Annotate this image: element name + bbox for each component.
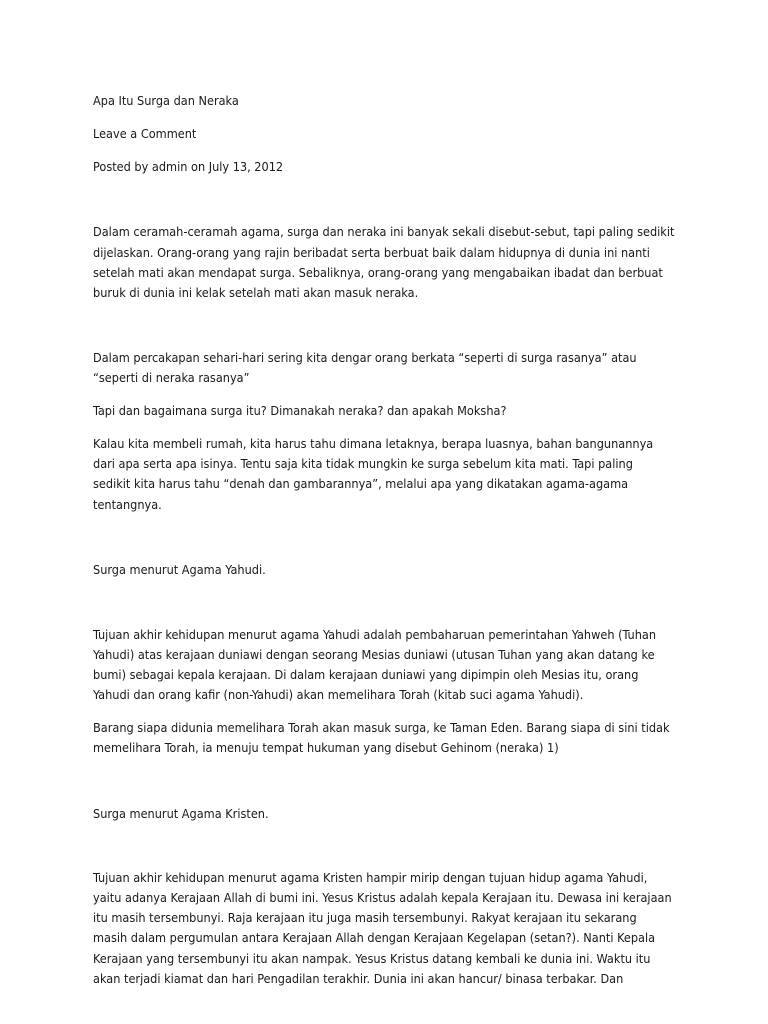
section-heading-yahudi: Surga menurut Agama Yahudi. [93,562,266,577]
text-line: yaitu adanya Kerajaan Allah di bumi ini. Yesus Kristus adalah kepala Kerajaan itu. Dewasa ini kerajaan [93,890,672,905]
text-line: dijelaskan. Orang-orang yang rajin beribadat serta berbuat baik dalam hidupnya di dunia ini nanti [93,245,650,260]
text-line: akan terjadi kiamat dan hari Pengadilan terakhir. Dunia ini akan hancur/ binasa terbakar. Dan [93,971,624,986]
text-line: Yahudi dan orang kafir (non-Yahudi) akan memelihara Torah (kitab suci agama Yahudi). [93,687,584,702]
text-line: Dalam percakapan sehari-hari sering kita dengar orang berkata “seperti di surga rasanya” atau [93,350,637,365]
text-line: itu masih tersembunyi. Raja kerajaan itu juga masih tersembunyi. Rakyat kerajaan itu sekarang [93,910,637,925]
text-line: Tujuan akhir kehidupan menurut agama Kristen hampir mirip dengan tujuan hidup agama Yahudi, [93,870,648,885]
text-line: setelah mati akan mendapat surga. Sebaliknya, orang-orang yang mengabaikan ibadat dan berbuat [93,265,663,280]
text-line: Kerajaan yang tersembunyi itu akan nampak. Yesus Kristus datang kembali ke dunia ini. Waktu itu [93,951,651,966]
text-line: bumi) sebagai kepala kerajaan. Di dalam kerajaan duniawi yang dipimpin oleh Mesias itu, orang [93,667,639,682]
text-line: Kalau kita membeli rumah, kita harus tahu dimana letaknya, berapa luasnya, bahan bangunannya [93,436,654,451]
text-line: Tapi dan bagaimana surga itu? Dimanakah neraka? dan apakah Moksha? [93,403,507,418]
text-line: dari apa serta apa isinya. Tentu saja kita tidak mungkin ke surga sebelum kita mati. Tapi paling [93,456,633,471]
text-line: tentangnya. [93,497,162,512]
text-line: Yahudi) atas kerajaan duniawi dengan seorang Mesias duniawi (utusan Tuhan yang akan datang ke [93,647,655,662]
text-line: buruk di dunia ini kelak setelah mati akan masuk neraka. [93,285,419,300]
text-line: Dalam ceramah-ceramah agama, surga dan neraka ini banyak sekali disebut-sebut, tapi paling sedikit [93,224,675,239]
document-title: Apa Itu Surga dan Neraka [93,93,239,108]
text-line: Tujuan akhir kehidupan menurut agama Yahudi adalah pembaharuan pemerintahan Yahweh (Tuhan [93,627,657,642]
text-line: masih dalam pergumulan antara Kerajaan Allah dengan Kerajaan Kegelapan (setan?). Nanti Kepala [93,930,656,945]
leave-comment-link[interactable]: Leave a Comment [93,126,197,141]
section-heading-kristen: Surga menurut Agama Kristen. [93,806,269,821]
text-line: “seperti di neraka rasanya” [93,370,250,385]
text-line: memelihara Torah, ia menuju tempat hukuman yang disebut Gehinom (neraka) 1) [93,740,559,755]
post-byline: Posted by admin on July 13, 2012 [93,159,284,174]
text-line: sedikit kita harus tahu “denah dan gambarannya”, melalui apa yang dikatakan agama-agama [93,476,629,491]
text-line: Barang siapa didunia memelihara Torah akan masuk surga, ke Taman Eden. Barang siapa di sini tidak [93,720,670,735]
